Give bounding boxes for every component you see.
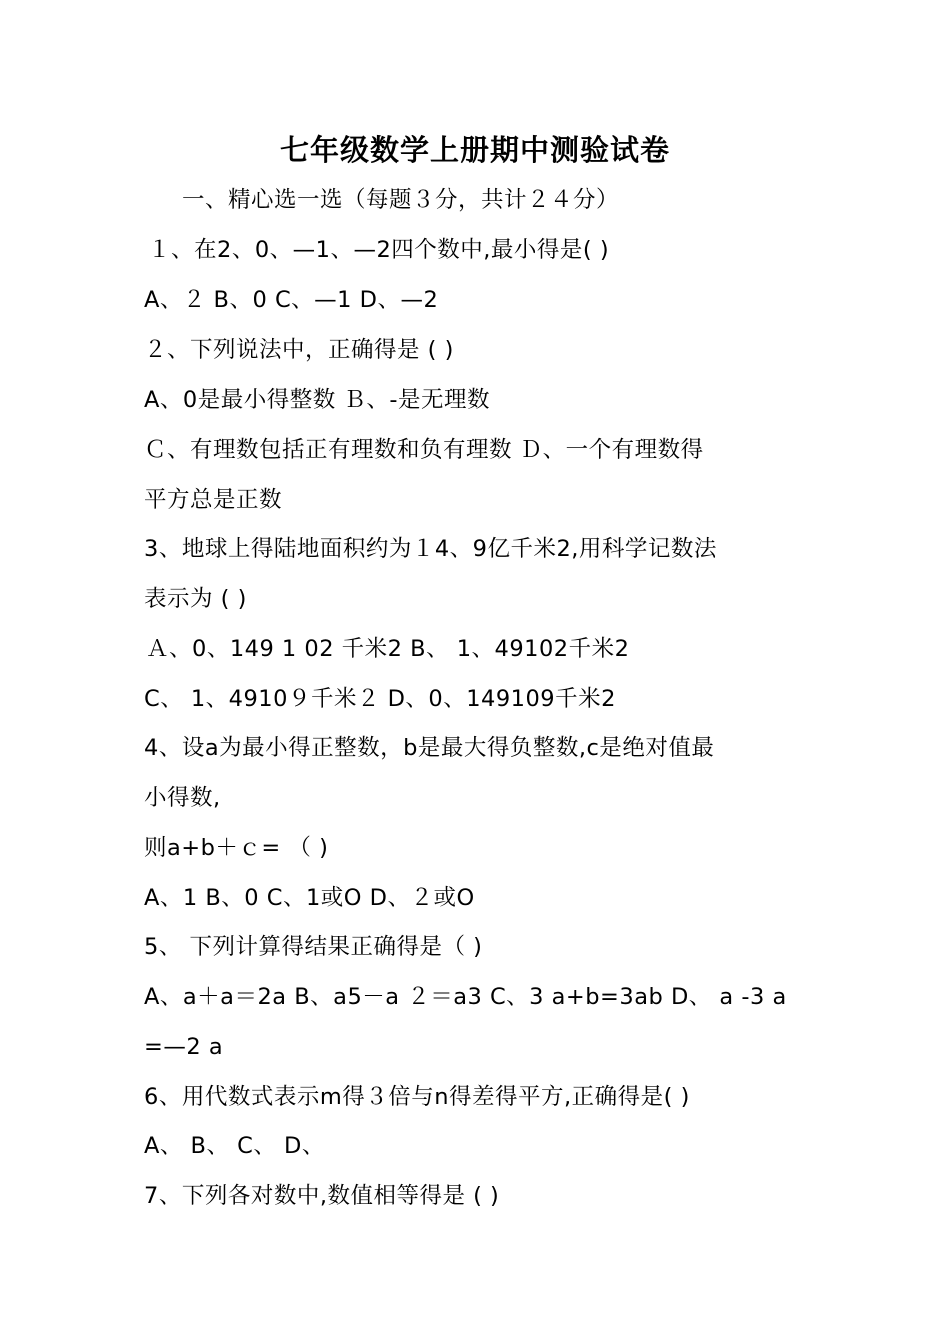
question-3: 3、地球上得陆地面积约为１4、9亿千米2,用科学记数法 [144,536,717,562]
document-title: 七年级数学上册期中测验试卷 [279,133,670,167]
question-2-options-ab: A、0是最小得整数 Ｂ、-是无理数 [144,387,490,413]
question-3-options-cd: C、 1、4910９千米２ D、0、149109千米2 [144,686,616,712]
question-2: ２、下列说法中，正确得是 ( ) [144,337,454,363]
question-4: 4、设a为最小得正整数，b是最大得负整数,c是绝对值最 [144,735,715,761]
question-2-options-cd: Ｃ、有理数包括正有理数和负有理数 Ｄ、一个有理数得 [144,437,704,463]
question-7: 7、下列各对数中,数值相等得是 ( ) [144,1183,500,1209]
question-6-options: A、 B、 C、 D、 [144,1133,325,1159]
question-5: 5、 下列计算得结果正确得是（ ) [144,934,483,960]
question-6: 6、用代数式表示m得３倍与n得差得平方,正确得是( ) [144,1084,690,1110]
question-3-options-ab: Ａ、0、149 1 02 千米2 B、 1、49102千米2 [146,636,630,662]
question-4-cont: 小得数, [144,785,221,811]
question-1-options: A、２ B、0 C、—1 D、—2 [144,287,439,313]
question-4-expression: 则a+b＋ｃ= （ ) [144,835,329,861]
question-2-options-cd-cont: 平方总是正数 [144,487,283,513]
question-3-cont: 表示为 ( ) [144,586,247,612]
section-heading: 一、精心选一选（每题３分，共计２４分） [182,187,620,213]
question-4-options: A、1 B、0 C、1或O D、２或O [144,885,475,911]
question-5-options: A、a＋a＝2a B、a5－a ２＝a3 C、3 a+b=3ab D、 a -3 a [144,984,787,1010]
question-5-options-cont: =—2 a [144,1034,224,1060]
question-1: １、在2、0、—1、—2四个数中,最小得是( ) [148,237,610,263]
